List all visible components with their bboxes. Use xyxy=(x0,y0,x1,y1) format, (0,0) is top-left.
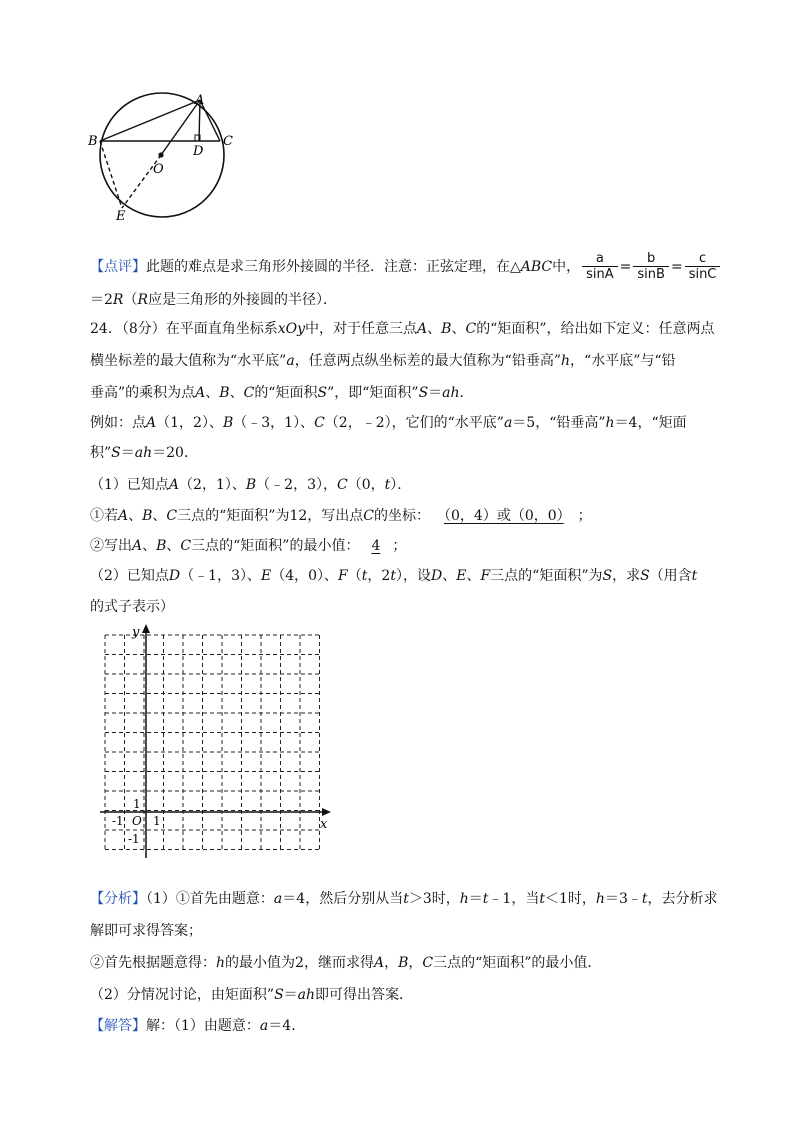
x-axis-arrow xyxy=(322,808,331,816)
comment-line-1: 【点评】此题的难点是求三角形外接圆的半径．注意：正弦定理，在△ABC中， $\frac{a}{\sin A}$ = $\frac{b}{\sin B}$ = $\frac{c}{\sin C}$ xyxy=(90,251,722,283)
question-2-line-2: 的式子表示） xyxy=(90,599,174,615)
label-B: B xyxy=(88,134,98,149)
problem-line-1: 24．（8分）在平面直角坐标系xOy中，对于任意三点A、B、C的“矩面积”，给出如下定义：任意两点 xyxy=(90,321,715,337)
comment-line-2: ＝2R（R应是三角形的外接圆的半径）． xyxy=(90,292,338,308)
tick-1-x: 1 xyxy=(153,814,161,828)
analysis-line-1: 【分析】（1）①首先由题意：a＝4，然后分别从当t＞3时，h＝t﹣1，当t＜1时，h＝3﹣t，去分析求 xyxy=(90,891,718,907)
label-O: O xyxy=(153,162,164,177)
answer-line-1: 【解答】解：（1）由题意：a＝4． xyxy=(90,1018,306,1034)
example-line-2: 积”S＝ah＝20． xyxy=(90,445,198,461)
question-1-i: ①若A、B、C三点的“矩面积”为12，写出点C的坐标： （0，4）或（0，0） ； xyxy=(90,508,592,524)
label-D: D xyxy=(193,144,204,159)
origin-label: O xyxy=(132,814,142,828)
question-1: （1）已知点A（2，1）、B（﹣2，3），C（0，t）． xyxy=(90,477,412,493)
answer-coordinates: （0，4）或（0，0） xyxy=(444,508,564,524)
problem-line-2: 横坐标差的最大值称为“水平底”a，任意两点纵坐标差的最大值称为“铅垂高”h，“水平底”与“铅 xyxy=(90,353,676,369)
answer-tag: 【解答】 xyxy=(90,1018,146,1034)
analysis-line-4: （2）分情况讨论，由矩面积”S＝ah即可得出答案． xyxy=(90,987,414,1003)
analysis-line-3: ②首先根据题意得：h的最小值为2，继而求得A，B，C三点的“矩面积”的最小值． xyxy=(90,955,602,971)
answer-min-value: 4 xyxy=(371,538,381,554)
tick-neg1-x: -1 xyxy=(112,814,124,828)
tick-neg1-y: -1 xyxy=(128,832,140,846)
fraction-c-sinC: $\frac{c}{\sin C}$ xyxy=(685,251,721,283)
label-C: C xyxy=(223,134,233,149)
circle-figure xyxy=(85,88,245,228)
example-line-1: 例如：点A（1，2）、B（﹣3，1）、C（2，﹣2），它们的“水平底”a＝5，“铅垂高”h＝4，“矩面 xyxy=(90,415,687,431)
problem-number: 24． xyxy=(90,321,122,337)
fraction-a-sinA: $\frac{a}{\sin A}$ xyxy=(582,251,618,283)
fraction-b-sinB: $\frac{b}{\sin B}$ xyxy=(633,251,669,283)
question-1-ii: ②写出A、B、C三点的“矩面积”的最小值： 4 ； xyxy=(90,538,407,554)
y-axis-arrow xyxy=(142,624,150,633)
question-2: （2）已知点D（﹣1，3）、E（4，0）、F（t，2t），设D、E、F三点的“矩面积”为S，求S（用含t xyxy=(90,568,698,584)
problem-line-3: 垂高”的乘积为点A、B、C的“矩面积S”，即“矩面积”S＝ah． xyxy=(90,385,474,401)
comment-tag: 【点评】 xyxy=(90,259,146,275)
analysis-line-2: 解即可求得答案； xyxy=(90,923,202,939)
label-A: A xyxy=(195,93,205,108)
y-axis-label: y xyxy=(132,625,140,640)
analysis-tag: 【分析】 xyxy=(90,891,146,907)
x-axis-label: x xyxy=(320,817,328,832)
tick-1-y: 1 xyxy=(133,797,141,811)
coordinate-grid xyxy=(95,620,340,865)
label-E: E xyxy=(116,209,126,224)
